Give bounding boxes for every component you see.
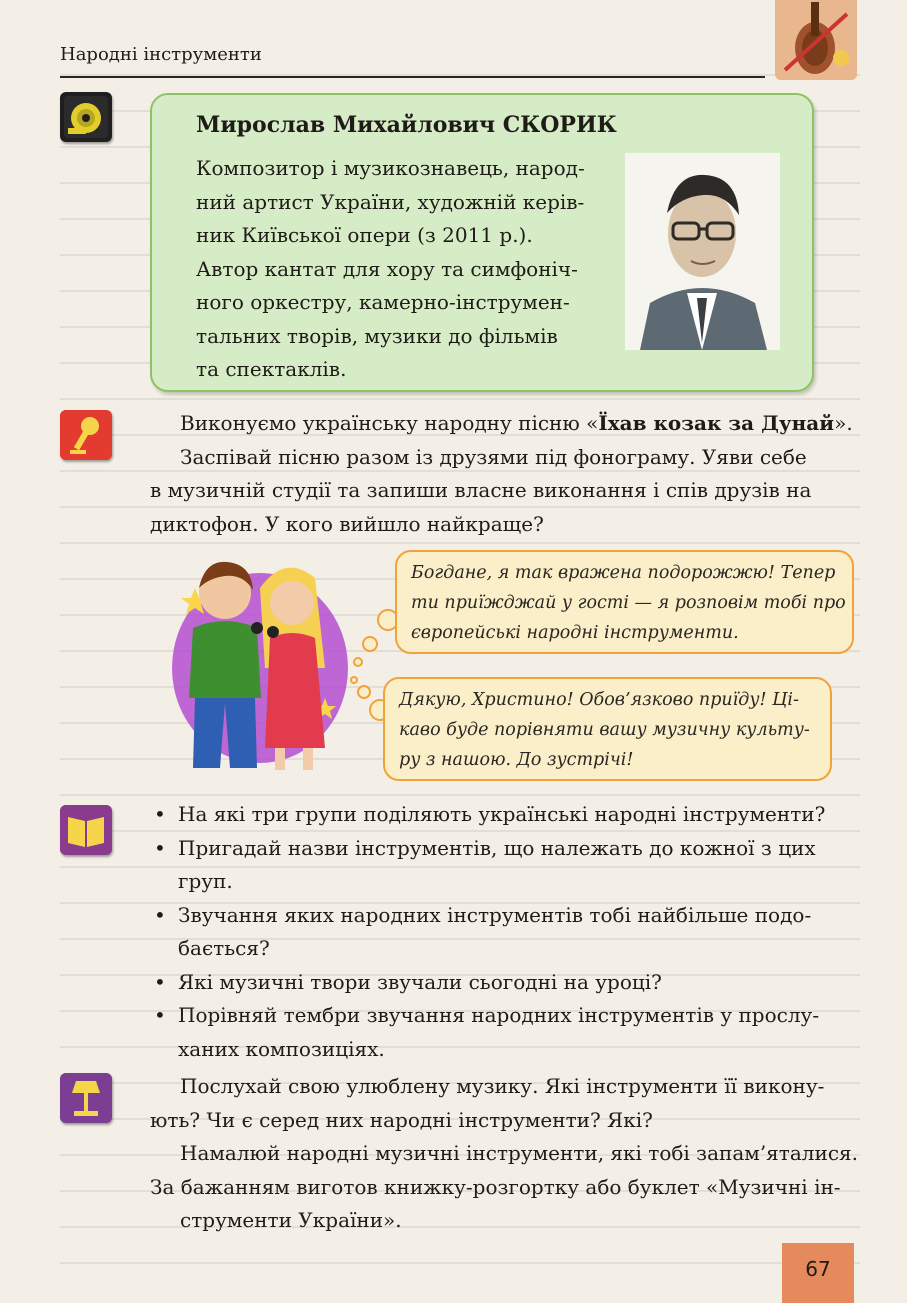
question-line: бається? <box>178 936 270 960</box>
speech-bubble-2 <box>383 677 832 781</box>
microphone-icon <box>60 410 112 460</box>
bubble-line: каво буде порівняти вашу музичну культу- <box>399 720 810 740</box>
speech-bubble-1 <box>395 550 854 654</box>
bubble-line: ти приїжджай у гості — я розповім тобі про <box>411 593 846 613</box>
lamp-icon <box>60 1073 112 1123</box>
question-item <box>150 899 860 966</box>
disc-player-icon <box>60 92 112 142</box>
question-item <box>150 966 860 1000</box>
section-title: Народні інструменти <box>60 44 262 65</box>
bio-name: Мирослав Михайлович СКОРИК <box>196 112 617 138</box>
page-number-tab <box>782 1243 854 1303</box>
bio-line: Автор кантат для хору та симфоніч- <box>196 256 578 281</box>
page-number: 67 <box>805 1257 831 1281</box>
song-task-intro <box>150 407 855 441</box>
homework-line: За бажанням виготов книжку-розгортку або буклет «Музичні ін- <box>150 1174 841 1199</box>
instrument-illustration <box>775 0 857 80</box>
book-icon <box>60 805 112 855</box>
bio-line: ник Київської опери (з 2011 р.). <box>196 223 533 247</box>
question-item <box>150 832 860 899</box>
question-line: • Пригадай назви інструментів, що належать до кожної з цих <box>178 835 816 860</box>
homework-line: Намалюй народні музичні інструменти, які тобі запам’яталися. <box>180 1141 858 1165</box>
composer-portrait <box>625 153 780 350</box>
homework-task <box>150 1070 858 1238</box>
song-task-line: диктофон. У кого вийшло найкраще? <box>150 511 544 536</box>
bubble-line: Дякую, Христино! Обов’язково приїду! Ці- <box>399 690 799 710</box>
song-task-suffix: ». <box>834 411 853 435</box>
bio-line: тальних творів, музики до фільмів <box>196 323 558 348</box>
bio-text <box>196 152 604 387</box>
song-task <box>150 407 855 541</box>
song-task-prefix: Виконуємо українську народну пісню « <box>180 411 599 435</box>
question-item <box>150 798 860 832</box>
homework-line: Послухай свою улюблену музику. Які інструменти її викону- <box>180 1074 825 1098</box>
header-rule <box>60 76 765 78</box>
question-item <box>150 999 860 1066</box>
question-line: груп. <box>178 869 233 893</box>
bio-line: Композитор і музикознавець, народ- <box>196 156 585 180</box>
homework-line: струменти України». <box>180 1208 402 1232</box>
questions-list <box>150 798 860 1066</box>
bio-line: ного оркестру, камерно-інструмен- <box>196 290 570 314</box>
song-task-line: Заспівай пісню разом із друзями під фонограму. Уяви себе <box>180 444 807 469</box>
bubble-line: ру з нашою. До зустрічі! <box>399 750 634 770</box>
singers-illustration <box>165 548 355 773</box>
question-line: • Звучання яких народних інструментів тобі найбільше подо- <box>178 902 812 927</box>
song-task-line: в музичній студії та запиши власне виконання і спів друзів на <box>150 478 812 502</box>
question-line: ханих композиціях. <box>178 1036 385 1061</box>
bio-line: ний артист України, художній керів- <box>196 189 585 214</box>
question-line: • Порівняй тембри звучання народних інструментів у прослу- <box>178 1003 820 1027</box>
question-line: • На які три групи поділяють українські народні інструменти? <box>178 802 826 826</box>
homework-line: ють? Чи є серед них народні інструменти? Які? <box>150 1107 653 1132</box>
bio-line: та спектаклів. <box>196 357 347 381</box>
bubble-line: Богдане, я так вражена подорожжю! Тепер <box>411 563 836 583</box>
question-line: • Які музичні твори звучали сьогодні на уроці? <box>178 969 662 994</box>
bubble-line: європейські народні інструменти. <box>411 623 739 643</box>
song-title: Їхав козак за Дунай <box>598 411 835 435</box>
